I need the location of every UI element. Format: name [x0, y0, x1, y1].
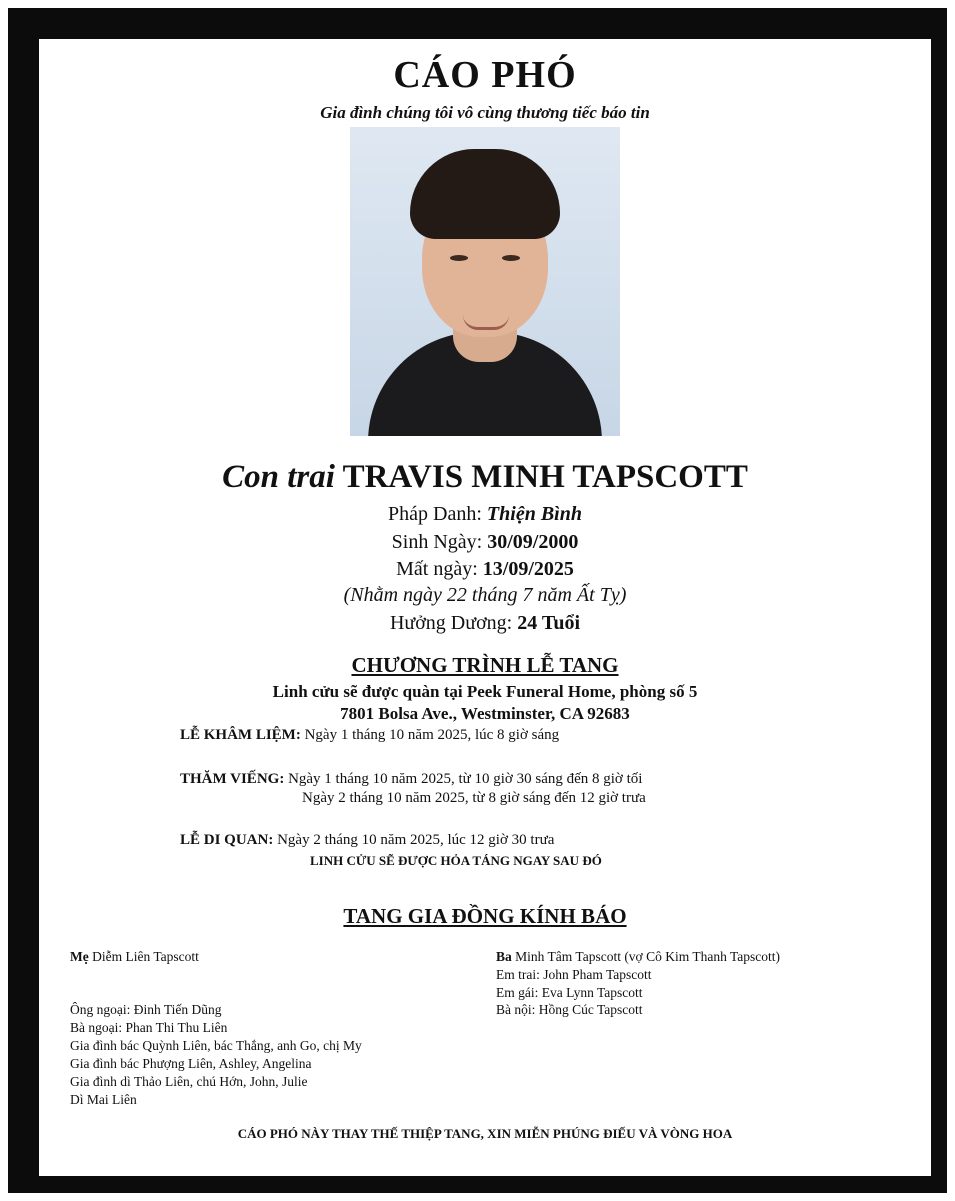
death-line [39, 558, 931, 581]
death-date: 13/09/2025 [482, 558, 574, 580]
mother-name: Diễm Liên Tapscott [92, 949, 199, 964]
location-line2: 7801 Bolsa Ave., Westminster, CA 92683 [340, 704, 630, 723]
family-left-item: Gia đình bác Quỳnh Liên, bác Thắng, anh Go, chị My [70, 1038, 362, 1053]
cremation-note: LINH CỬU SẼ ĐƯỢC HỎA TÁNG NGAY SAU ĐÓ [310, 853, 602, 868]
location-line1: Linh cửu sẽ được quàn tại Peek Funeral Home, phòng số 5 [272, 682, 698, 701]
family-left-item: Gia đình bác Phượng Liên, Ashley, Angelina [70, 1056, 312, 1071]
father-line [496, 949, 780, 965]
mother-line [70, 949, 199, 965]
procession-row [180, 832, 554, 849]
portrait-right-eye [502, 255, 520, 261]
age-line [39, 612, 931, 635]
birth-label: Sinh Ngày: [391, 531, 483, 553]
death-label: Mất ngày: [396, 558, 478, 580]
footer-note: CÁO PHÓ NÀY THAY THẾ THIỆP TANG, XIN MIỄN PHÚNG ĐIẾU VÀ VÒNG HOA [237, 1126, 733, 1141]
family-right-item: Em trai: John Pham Tapscott [496, 967, 652, 982]
age-value: 24 Tuổi [517, 612, 581, 634]
family-left-item: Bà ngoại: Phan Thi Thu Liên [70, 1020, 228, 1035]
family-left-item: Ông ngoại: Đinh Tiến Dũng [70, 1002, 222, 1017]
encoffin-row [180, 727, 559, 744]
family-left-item: Gia đình dì Thảo Liên, chú Hớn, John, Julie [70, 1074, 308, 1089]
dharma-name: Thiện Bình [486, 503, 582, 525]
age-label: Hưởng Dương: [389, 612, 513, 634]
visitation-label: THĂM VIẾNG: [180, 771, 285, 787]
father-label: Ba [496, 949, 512, 964]
birth-line [39, 531, 931, 554]
family-right-item: Em gái: Eva Lynn Tapscott [496, 985, 643, 1000]
obituary-subtitle: Gia đình chúng tôi vô cùng thương tiếc báo tin [320, 103, 650, 122]
family-title: TANG GIA ĐỒNG KÍNH BÁO [343, 904, 627, 928]
procession-label: LỄ DI QUAN: [180, 832, 274, 848]
visitation-text-1: Ngày 1 tháng 10 năm 2025, từ 10 giờ 30 sáng đến 8 giờ tối [288, 771, 643, 787]
visitation-text-2: Ngày 2 tháng 10 năm 2025, từ 8 giờ sáng đến 12 giờ trưa [302, 790, 646, 806]
lunar-date: (Nhằm ngày 22 tháng 7 năm Ất Tỵ) [343, 584, 627, 606]
mother-label: Mẹ [70, 949, 89, 964]
procession-text: Ngày 2 tháng 10 năm 2025, lúc 12 giờ 30 trưa [277, 832, 555, 848]
birth-date: 30/09/2000 [487, 531, 579, 553]
dharma-label: Pháp Danh: [388, 503, 482, 525]
visitation-row [180, 771, 642, 788]
obituary-sheet [39, 39, 931, 1176]
full-name: TRAVIS MINH TAPSCOTT [342, 459, 748, 495]
portrait-left-eye [450, 255, 468, 261]
family-right-item: Bà nội: Hồng Cúc Tapscott [496, 1002, 643, 1017]
obituary-title: CÁO PHÓ [393, 54, 577, 96]
father-name: Minh Tâm Tapscott (vợ Cô Kim Thanh Tapscott) [515, 949, 780, 964]
encoffin-text: Ngày 1 tháng 10 năm 2025, lúc 8 giờ sáng [304, 727, 560, 743]
portrait-photo [350, 127, 620, 436]
black-frame [8, 8, 947, 1193]
program-title: CHƯƠNG TRÌNH LỄ TANG [351, 653, 619, 677]
dharma-line [39, 503, 931, 526]
encoffin-label: LỄ KHÂM LIỆM: [180, 727, 301, 743]
name-prefix: Con trai [222, 459, 335, 495]
family-left-item: Dì Mai Liên [70, 1092, 137, 1107]
deceased-name [39, 459, 931, 496]
